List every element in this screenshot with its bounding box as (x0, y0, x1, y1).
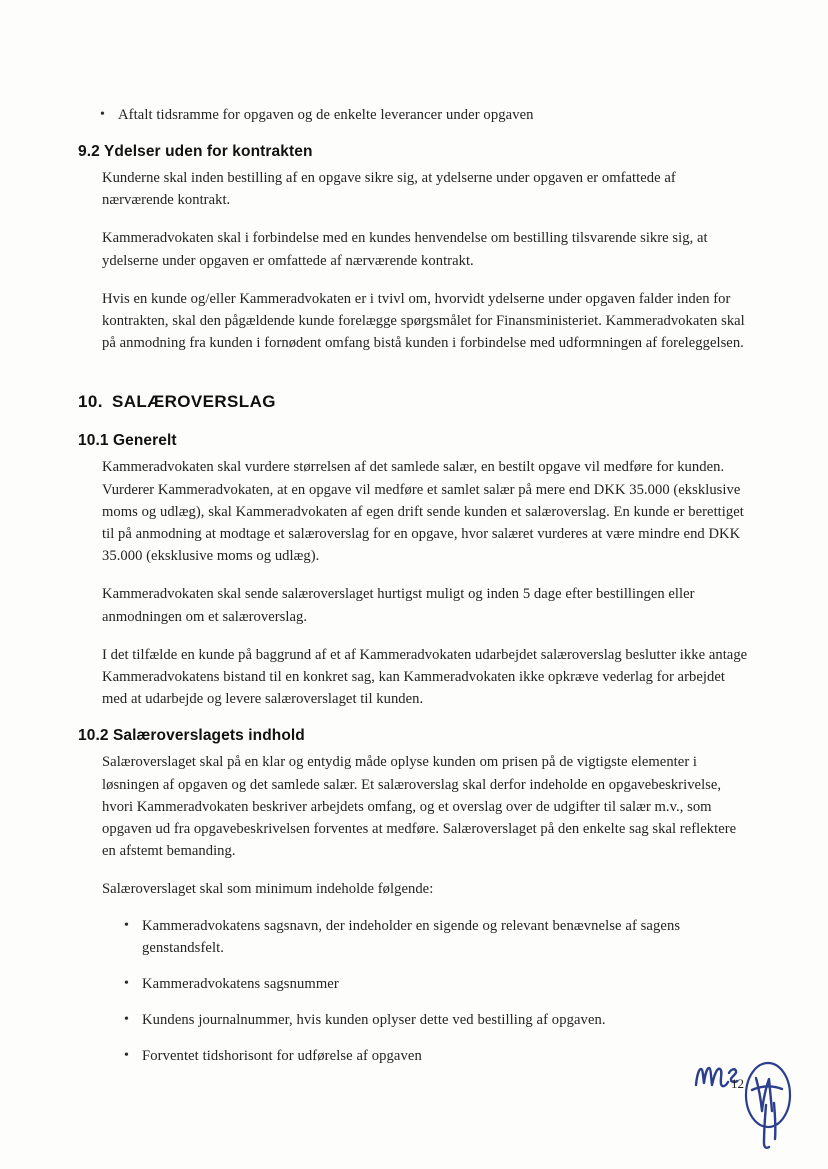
paragraph: Kammeradvokaten skal vurdere størrelsen af det samlede salær, en bestilt opgave vil medføre for kunden. Vurderer Kammeradvokaten, at en opgave vil medføre et samlet salær på mere end DKK 35.000 (eksklusive moms og udlæg), skal Kammeradvokaten af egen drift sende kunden et salæroverslag. En kunde er berettiget til på anmodning at modtage et salæroverslag for en opgave, hvor salæret vurderes at være mindre end DKK 35.000 (eksklusive moms og udlæg). (102, 459, 744, 565)
bullet-icon: • (124, 1047, 129, 1063)
list-item (78, 104, 750, 126)
section-heading-9-2: 9.2 Ydelser uden for kontrakten (78, 143, 313, 160)
bullet-icon: • (124, 1011, 129, 1027)
paragraph: Kammeradvokaten skal sende salæroverslaget hurtigst muligt og inden 5 dage efter bestillingen eller anmodningen om et salæroverslag. (102, 586, 695, 625)
paragraph: Salæroverslaget skal som minimum indeholde følgende: (102, 881, 434, 898)
paragraph: Hvis en kunde og/eller Kammeradvokaten er i tvivl om, hvorvidt ydelserne under opgaven falder inden for kontrakten, skal den pågældende kunde forelægge spørgsmålet for Finansministeriet. Kammeradvokaten skal på anmodning fra kunden i fornødent omfang bistå kunden i forbindelse med udformningen af foreleggelsen. (102, 290, 745, 352)
paragraph: Kunderne skal inden bestilling af en opgave sikre sig, at ydelserne under opgaven er omfattede af nærværende kontrakt. (102, 170, 676, 209)
section-heading-10-2: 10.2 Salæroverslagets indhold (78, 727, 305, 745)
section-heading-10-1: 10.1 Generelt (78, 432, 177, 450)
section-number: 10. (78, 392, 103, 412)
document-content (78, 104, 750, 1081)
list-item (78, 1045, 750, 1067)
section-title: SALÆROVERSLAG (112, 392, 276, 412)
page-title (78, 392, 750, 412)
list-item (78, 1009, 750, 1031)
bullet-list (78, 915, 750, 1067)
bullet-icon: • (100, 107, 105, 122)
page-number: 12 (731, 1076, 744, 1091)
paragraph: Salæroverslaget skal på en klar og entydig måde oplyse kunden om prisen på de vigtigste elementer i løsningen af opgaven og det samlede salær. Et salæroverslag skal derfor indeholde en opgavebeskrivelse, hvori Kammeradvokaten beskriver arbejdets omfang, og et overslag over de udgifter til salær m.v., som opgaven ud fra opgavebeskrivelsen forventes at medføre. Salæroverslaget på den enkelte sag skal reflektere en afstemt bemanding. (102, 754, 737, 860)
list-item-text: Kammeradvokatens sagsnavn, der indeholder en sigende og relevant benævnelse af sagens genstandsfelt. (142, 917, 681, 956)
list-item (78, 973, 750, 995)
list-item (78, 915, 750, 959)
paragraph: I det tilfælde en kunde på baggrund af et af Kammeradvokaten udarbejdet salæroverslag beslutter ikke antage Kammeradvokatens bistand til en konkret sag, kan Kammeradvokaten ikke opkræve vederlag for arbejdet med at udarbejde og levere salæroverslaget til kunden. (102, 646, 748, 708)
paragraph: Kammeradvokaten skal i forbindelse med en kundes henvendelse om bestilling tilsvarende sikre sig, at ydelserne under opgaven er omfattede af nærværende kontrakt. (102, 230, 708, 269)
bullet-icon: • (124, 917, 129, 933)
list-item-text: Kammeradvokatens sagsnummer (142, 975, 339, 992)
list-item-text: Aftalt tidsramme for opgaven og de enkelte leverancer under opgaven (118, 107, 534, 123)
list-item-text: Forventet tidshorisont for udførelse af opgaven (142, 1047, 422, 1064)
list-item-text: Kundens journalnummer, hvis kunden oplyser dette ved bestilling af opgaven. (142, 1011, 606, 1028)
bullet-icon: • (124, 975, 129, 991)
